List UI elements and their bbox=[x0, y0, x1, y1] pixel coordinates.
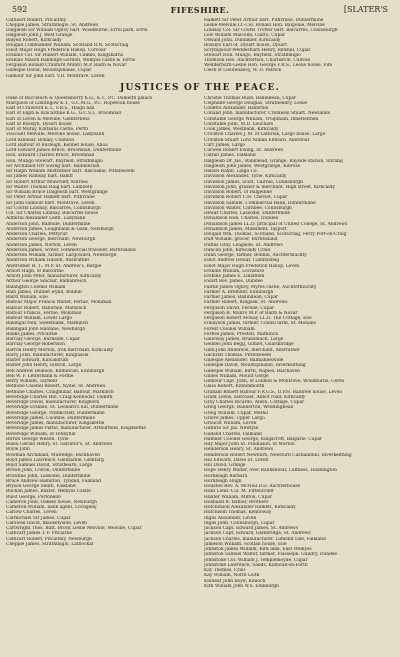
list-item: Baird William, Elie bbox=[6, 295, 48, 301]
list-item: Graham Robert Balfour F.R.G.S., D.P.H. Baldrew house, Leven bbox=[204, 389, 343, 395]
list-item: Ferguson David, Ferniie, Cupar bbox=[204, 305, 275, 311]
list-item: Dalgleish John J. West Grange bbox=[6, 33, 73, 39]
list-item: Erskine William, Lochshire bbox=[204, 268, 265, 274]
list-item: Hon. Mungo Stewart, Bayfield, Strathmiglo bbox=[6, 158, 103, 164]
list-item: Anderson William Halson, Anstruther bbox=[6, 258, 90, 264]
list-item: Boyd Samuel David, Strathearn, Largo bbox=[6, 463, 93, 469]
list-item: Ferguson Ronald Craufurd Munro M.P. Raith & Novar bbox=[6, 63, 127, 69]
list-item: Cathcart James T. F. Pitcairlie bbox=[6, 531, 73, 537]
list-item: Duke of Buccleuch & Queensberry K.G., K.T., P.C. Dalkeith palace bbox=[6, 95, 153, 101]
list-item: Kay William, North Leith bbox=[204, 573, 260, 579]
list-item: Donaldson James, Mansfield, Tayport bbox=[204, 226, 287, 232]
list-item: Beveridge David, manufacturer, Kinghorn bbox=[6, 400, 100, 406]
list-item: Arnott Hugh, of Balcormo bbox=[6, 268, 64, 274]
list-item: Farmer A. Bremner, Edinburgh bbox=[204, 289, 274, 295]
list-item: Boyd James Lawrence, Glentarkie, Glenfarg bbox=[6, 457, 104, 463]
list-item: Davidson John, grazier & merchant, High street, Kirkcaldy bbox=[204, 184, 335, 190]
list-item: Constable George William, Troquhain, Innerleithen bbox=[204, 116, 319, 122]
list-item: Grant Lewis, saltcoast, Abbot road, Kirkcaldy bbox=[204, 394, 306, 400]
list-item: Cartwright Thos. Butt, Brock Leslie Melville, Melville, Cupar bbox=[6, 526, 142, 532]
list-item: Johnston Samuel Walter, farmer, Flassiepe, Guildry, Dundee bbox=[204, 552, 338, 558]
list-item: Gray Charles Ricardo, Alwin, Cottage, Cupar bbox=[204, 400, 305, 406]
list-item: Johnstone Lawrence, Sands, Kinnoull-on-Forth bbox=[204, 562, 308, 568]
list-item: Banks James, Pitcairlie bbox=[6, 331, 58, 337]
list-item: Thomson Geo. Auchtertool, Charleston, Culross bbox=[204, 58, 311, 64]
list-item: Barry John, manufacturer, Kinglassie bbox=[6, 352, 89, 358]
list-item: Groucot William, Leven bbox=[204, 421, 257, 427]
list-item: Farmer James, Ballindean, Cupar bbox=[204, 295, 279, 301]
list-item: Balyell Robert, Kirkcaldy bbox=[6, 38, 62, 44]
list-item: Curr James, Largo bbox=[204, 142, 246, 148]
list-item: Brownlie John, Lassodie, Dunfermline bbox=[6, 473, 91, 479]
list-item: Chepple James, Strathmiglo, St. Andrews bbox=[6, 23, 99, 29]
list-item: Jameson William, Scotlan house, Elie bbox=[204, 541, 287, 547]
list-item: Davidson Samuel, Commercial Bank, Dunfermline bbox=[204, 200, 316, 206]
list-item: Erskine Mason Randolph Gordon, Wemyss castle & Torrie bbox=[6, 58, 136, 64]
list-item: Low William Malcolm, Clatto, Cupar bbox=[204, 33, 285, 39]
list-item: Buist George, Portobello bbox=[6, 494, 61, 500]
list-item: Erskine Col. Sir Hubert William, Cambo, Kingsbarns bbox=[6, 53, 124, 59]
list-item: Earl of Elgin & Kincardine K.G., G.C.S.I., Broomhall bbox=[6, 111, 122, 117]
list-item: Hutchison Thomas, Kennoway bbox=[204, 510, 272, 516]
list-item: Erskine James E. Linlathen bbox=[204, 274, 265, 280]
list-item: Gulland Charles, Falkland bbox=[204, 431, 262, 437]
list-item: Beveridge George, Pittencrieff, Dunfermline bbox=[6, 410, 105, 416]
list-item: Marquess of Linlithgow K.T., G.C.M.G., P.C. Hopetoun house bbox=[6, 100, 141, 106]
list-item: Hamner Colonel George, Kingscroft, Balgarie, Cupar bbox=[204, 436, 323, 442]
list-item: Finlayson James, farmer, Colinsl farm, St. Monans bbox=[204, 321, 316, 327]
list-item: Barclay George Robertson bbox=[6, 342, 65, 348]
list-item: Grieve James, Upper Largo bbox=[204, 415, 265, 421]
list-item: Kirk William John W.S. Edinburgh bbox=[204, 583, 279, 589]
list-item: Barron Henry Morton, iron merchant, Kirkcaldy bbox=[6, 347, 114, 353]
list-item: Balfour Major Francis Walter, Fernie, Monimail bbox=[6, 300, 112, 306]
list-item: Hornbeigh Hugh bbox=[204, 478, 242, 484]
list-item: Carswell David, Blacketyside, Leven bbox=[6, 520, 88, 526]
list-item: Bruce Andrew Hamilton, Tyndall, Falkland bbox=[6, 478, 102, 484]
list-item: Anderson Charles, Pettycur bbox=[6, 232, 68, 238]
page-header bbox=[6, 4, 394, 16]
list-item: Anderson John, Balmule, Dunfermline bbox=[6, 221, 91, 227]
list-item: Wedderburn-Leslie Hon. George F.R.S., Leslie house, Fife bbox=[204, 63, 333, 69]
list-item: Bell Andrew Beatson, Kilduncan, Edinburgh bbox=[6, 368, 105, 374]
list-item: Farmer Robert, Kingask, St. Andrews bbox=[204, 300, 288, 306]
list-item: Hope Henry Walter, over Rankeillour, Luffness, Haddington bbox=[204, 468, 337, 474]
list-item: Dalgleish Sir William Ogilvy bart. Woodburne, Errol park, Errol bbox=[6, 28, 148, 34]
list-item: Sir Archibald Orr Ewing bart. Ballikinrain bbox=[6, 163, 100, 169]
list-item: Gillespie Alexander, Balmanieswide bbox=[204, 358, 284, 364]
list-item: Hon. Edward Charles Bruce, Broomhall bbox=[6, 153, 95, 159]
list-item: Anstruther H. T., M.P. St. Andrew's, Bargie bbox=[6, 263, 102, 269]
list-item: Anderson James, Loughbank & Gask, Newburgh bbox=[6, 226, 114, 232]
list-item: Beveridge James, manufacturer, Kingskettle bbox=[6, 421, 105, 427]
list-item: Earl of Rosslyn, Dysart house bbox=[6, 121, 72, 127]
list-item: Dalziel Ralph, Lingo Co. bbox=[204, 169, 258, 175]
list-item: Sir Walter Thomas Haig bart. Lambeth bbox=[6, 184, 93, 190]
list-item: Cameron John, Oakele house, Newburgh bbox=[6, 499, 97, 505]
list-item: Catheart Robert, Pitcaithly bbox=[6, 18, 67, 23]
list-item: Husband R. farmer, Brothers bbox=[204, 499, 269, 505]
list-item: Hay Major John St. Findlason, of Morton bbox=[204, 442, 295, 448]
list-item: Geddes John Begg, Gimlet, Guardbridge bbox=[204, 342, 294, 348]
list-item: Henderson Robert Newburn, Newburn Castlandhill, Inverkeithing bbox=[204, 452, 352, 458]
list-item: Gillespie William, Birth, Naples, Balchaven bbox=[204, 368, 300, 374]
list-item: Hunter William, Milton, Cupar bbox=[204, 494, 273, 500]
list-item: Rosslyn Earl of, Dysart house, Dysart bbox=[204, 43, 287, 49]
list-item: Balfour Robert, Balbirnie, Markinch bbox=[6, 305, 87, 311]
list-item: Dougall Commander William, Scotland R.N. Scotscraig bbox=[6, 43, 129, 49]
list-item: Fairlie James Ogilvy, Myres castle, Auchtermuchty bbox=[204, 284, 317, 290]
list-item: Donaldson James LL.D. principal of United College, St. Andrews bbox=[204, 221, 348, 227]
list-item: Hill David, Grange bbox=[204, 463, 246, 469]
list-item: Collette Alexander, Balbirnie bbox=[204, 106, 269, 112]
list-item: Anderson George, merchant, Newburgh bbox=[6, 237, 96, 243]
list-item: Carlow Charles, Leven bbox=[6, 510, 57, 516]
list-item: Greig George, Bannerton, Weddingbean bbox=[204, 405, 294, 411]
list-item: Ferguson Robert McKay LL.D. The Cottage, Elie bbox=[204, 316, 312, 322]
list-item: Halkett Sir Peter Arthur bart. Pitfirrane, Dunfermline bbox=[204, 18, 324, 23]
list-item: Davidson James, Scott, Cairnie, Colinsburgh bbox=[204, 179, 303, 185]
list-item: Ewart Rev. James, Dundee bbox=[204, 279, 263, 285]
directory-label: [SLATER'S bbox=[343, 5, 388, 14]
list-item: Earl of Crawford K.T., F.R.S., Haigh hall bbox=[6, 106, 95, 112]
list-item: Davidson Robert C.H. Cheviot, Cupar bbox=[204, 195, 288, 201]
list-item: Beveridge James Pattie, manufacturer, Arthurfield, Kingskettle bbox=[6, 426, 147, 432]
list-item: Kay Thomas, Crail bbox=[204, 568, 245, 574]
list-item: Johnston James William, Kirk lane, East Wemyss bbox=[204, 547, 312, 553]
list-item: Ferguson R. Munro M.P. of Raith & Novar bbox=[204, 310, 298, 316]
list-item: Birrell George Wilson, Tyrie bbox=[6, 436, 69, 442]
list-item: Elliot Major Hugh Frederick Hislop, Leven bbox=[204, 263, 300, 269]
list-item: Cameron William, bank agent, Lochgelly bbox=[6, 505, 97, 511]
list-item: Hill Edward, Davie St. Leven bbox=[204, 457, 269, 463]
list-item: Henderson Henry, St. Andrews bbox=[204, 447, 274, 453]
list-item: Chepple James, Strathmiglo, Lathockar bbox=[6, 541, 94, 547]
list-item: Baxter Edward, Kincaldrum bbox=[6, 358, 69, 364]
list-item: Crichton-Stuart Lord Ninian Edward, Aberdour bbox=[204, 137, 310, 143]
list-item: Gibb John Anderson, merchant, Anstruther bbox=[204, 347, 300, 353]
list-item: Stewart Hon. Mungo, Bayfield, Strathmiglo bbox=[204, 53, 301, 59]
list-item: Dunn George, farmer, Bonhill, Auchtermuchty bbox=[204, 253, 307, 259]
list-item: Gillespie David, Mountquhanie, Inverkeithing bbox=[204, 363, 306, 369]
list-item: Carmichael Sir James, Cupar bbox=[6, 515, 71, 521]
list-item: Bryson George Smith, Falkland bbox=[6, 484, 76, 490]
justices-column-left bbox=[6, 96, 196, 590]
list-item: Bell W. F. Letterbank & Fordie bbox=[6, 373, 74, 379]
list-item: Jackson Capt. Edward James, St. Andrews bbox=[204, 526, 298, 532]
list-item: Dalgleish Dr. Jas., Bankhead, Grange, Bayside station, Stirling bbox=[204, 158, 343, 164]
list-item: Bowman Archibald, Muiredge, Buckhaven bbox=[6, 452, 100, 458]
list-item: Duffus Gray, Leagside, St. Andrews bbox=[204, 242, 283, 248]
list-item: Anderson James, writer, commercial traveller, Burntisland bbox=[6, 247, 136, 253]
list-item: Davidson Alexander, Tyrie, Kirkcaldy bbox=[204, 174, 287, 180]
list-item: Ballingall John Haldane, Newburgh bbox=[6, 326, 86, 332]
list-item: Balfour Francis, Fernie, Monimail bbox=[6, 310, 82, 316]
list-item: Forbes James, Preston, Markinch bbox=[204, 331, 279, 337]
list-item: Admiral Alexander Leith, Ladybank bbox=[6, 216, 86, 222]
lieutenancy-list bbox=[6, 18, 394, 79]
list-item: Lindsay Col. Sir Coutts Trotter bart. Balcarres, Colinsburgh bbox=[204, 28, 338, 34]
list-item: Babington Colonel William bbox=[6, 284, 66, 290]
list-item: Boyle John bbox=[6, 447, 30, 453]
list-item: Dalgleish John James, Westgrange, Kinross bbox=[204, 163, 300, 169]
list-item: Conand John, manufacturer, Cromwell Stuart, Newlands bbox=[204, 111, 330, 117]
list-item: Clerk of Lieutenancy, W. D. Patrick bbox=[204, 68, 282, 74]
list-item: Gillespie David, Mountquhanie, Cupar bbox=[6, 68, 92, 74]
list-item: Gilchrist Thomas, Pittenweem bbox=[204, 352, 272, 358]
list-item: Beveridge William, of Tennyhill bbox=[6, 431, 76, 437]
list-item: Arnott John Peter, manufacturer, Kirkcaldy bbox=[6, 274, 102, 280]
list-item: Hunt Lieut.-Col. M. Pittencrieff bbox=[204, 489, 274, 495]
list-item: Jackson Charles, manufacturer, Lomond vale, Falkland bbox=[204, 536, 326, 542]
list-item: Lord Balfour of Burleigh, Kennet house, Alloa bbox=[6, 142, 108, 148]
list-item: Lord Edward James Bruce, Broomhall, Dunfermline bbox=[6, 148, 122, 154]
list-item: Beveridge Erskine, St. Leonard's hill, Dunfermline bbox=[6, 405, 119, 411]
list-item: Brown John, Colton, Dunfermline bbox=[6, 468, 81, 474]
list-item: Sir James Ramsay bart. Bamff bbox=[6, 174, 73, 180]
list-item: Beveridge James, Coombe, Dunfermline bbox=[6, 415, 96, 421]
list-item: Cathcart Robert, Pitcaithly, Newburgh bbox=[6, 536, 92, 542]
list-item: Davidson Robert, of Balgeddie bbox=[204, 190, 272, 196]
list-item: Gillies William, Mount Gorge bbox=[204, 373, 269, 379]
lieutenancy-column-right bbox=[204, 18, 394, 79]
list-item: Davidson Walter, Carnbee, Colinsburgh bbox=[204, 205, 292, 211]
list-item: Christie Thomas Bush, Ballindean, Cupar bbox=[204, 95, 297, 101]
list-item: Galloway James, Brunsmuch, Largo bbox=[204, 337, 284, 343]
list-item: Curwen Robert Ewing, St. Andrews bbox=[204, 148, 284, 154]
list-item: Balfour William, Lower Largo bbox=[6, 316, 72, 322]
list-item: Dewar Charles, Lassodie, Dunfermline bbox=[204, 211, 291, 217]
list-item: Inglis Alexander, Leven bbox=[204, 515, 257, 521]
list-item: Gilmour Sir John bart. V.D. Montrave, Leven bbox=[6, 73, 105, 79]
list-item: Berry William, Tayfield bbox=[6, 379, 57, 385]
list-item: Cuthill James, Falkland bbox=[204, 153, 256, 159]
list-item: Sir Robert Arthur Moncrieff, Kinross bbox=[6, 179, 88, 185]
list-item: Elliot Major Hugh Frederick Hislop, Corvoar bbox=[6, 48, 106, 54]
list-item: Oswald John, Dunnikier, Kirkcaldy bbox=[204, 38, 281, 44]
list-item: Sir William Bruce Dalgleish bart. Westgrange bbox=[6, 190, 108, 196]
list-item: Arthur George Sinclair, Balnabreich bbox=[6, 279, 87, 285]
list-item: Johnstone Col. William J. Templemoyne, Cupar bbox=[204, 557, 308, 563]
justices-column-right bbox=[204, 96, 394, 590]
list-item: Buchan James, Baxter, Wemyss Castle bbox=[6, 489, 91, 495]
list-item: Barclay George, Burnside, Cupar bbox=[6, 337, 80, 343]
justices-list bbox=[6, 96, 394, 590]
list-item: Duff William, grocer, Burntisland bbox=[204, 237, 278, 243]
list-item: Col. Sir Charles Lindsay, Balcarres house bbox=[6, 211, 99, 217]
page-number: 592 bbox=[12, 5, 28, 14]
list-item: Anderson William, farmer, Largoward, Newburgh bbox=[6, 253, 117, 259]
list-item: Bain James, Dunnet wynd, Bonhill bbox=[6, 289, 82, 295]
list-item: Forest Colonel William bbox=[204, 326, 255, 332]
list-item: Gilmour Capt. John, of London & Montrave, Woodburne, Ceres bbox=[204, 379, 345, 385]
list-item: Greig William, Cupar, Methil bbox=[204, 410, 268, 416]
list-item: Bethune Colonel Robert, Nydie, St. Andrews bbox=[6, 384, 106, 390]
list-item: Leslie-Melville Lt.-Col. Ronald Hon. Balgonie, Melville bbox=[204, 23, 325, 29]
list-item: Dougall Wm. Thomas, Scotland, Scotscraig, Ferry Port-on-Craig bbox=[204, 232, 347, 238]
lieutenancy-column-left bbox=[6, 18, 196, 79]
list-item: Donaldson Hon. Charles, Dundee bbox=[204, 216, 279, 222]
list-item: Bethune Charles, Craigmillar, Balfour, Markinch bbox=[6, 389, 114, 395]
list-item: Anderson James, Norton, Leven bbox=[6, 242, 77, 248]
page-title: FIFESHIRE. bbox=[170, 5, 230, 15]
list-item: Crichton Charles J. M. of Lathrisk, Largo house, Largo bbox=[204, 132, 326, 138]
list-item: Cook James, Westbank, Kirkcaldy bbox=[204, 127, 279, 133]
list-item: Elliot Andrew Dewar, Cambusbeg bbox=[204, 258, 280, 264]
list-item: Beveridge Charles Hill, Craig Kennedar, Falkirk bbox=[6, 394, 113, 400]
list-item: Sir John Gilmour bart. Montrave, Leven bbox=[6, 200, 95, 206]
list-item: Lord Kinnear, Bonaly, Colinton bbox=[6, 137, 75, 143]
list-item: Earl of Moray, Kinfauns castle, Perth bbox=[6, 127, 88, 133]
list-item: Inglis John, Colinsburgh, Cupar bbox=[204, 520, 275, 526]
list-item: Earl of Leven & Melville, Glenferness bbox=[6, 116, 90, 122]
list-item: Blaeu Gerald Henry, St. Salvator's, St. Andrews bbox=[6, 442, 113, 448]
list-item: Houston Rev. A. McNeil D.D. Auchterhouse bbox=[204, 484, 301, 490]
list-item: Ballingal Neil, Sweetbank, Markinch bbox=[6, 321, 88, 327]
list-item: Duncan John, Kirkcaldy Craill bbox=[204, 247, 271, 253]
list-item: Sir Ralph William Anstruther bart. Balcaskie, Pittenweem bbox=[6, 169, 135, 175]
list-item: Clephane George Douglas, Strathendry, Leslie bbox=[204, 100, 308, 106]
list-item: Guthrie Sir Jas. Newtyle bbox=[204, 426, 259, 432]
list-item: Sir Peter Arthur Halkett bart. Pitfirrane bbox=[6, 195, 95, 201]
list-item: Baxter John Henry, Gilston, Largo bbox=[6, 363, 82, 369]
list-item: Scrymgeour-Wedderburn Henry, Birkhill, Cupar bbox=[204, 48, 311, 54]
list-item: Jackson Capt. Edward, Glenbridge, St. Andrews bbox=[204, 531, 311, 537]
list-item: Hutchinson Alexander Halkett, Kirkcaldy bbox=[204, 505, 296, 511]
list-item: Kinnear John Boyd, Kinloch bbox=[204, 578, 266, 584]
section-title: JUSTICES OF THE PEACE. bbox=[120, 82, 280, 93]
list-item: Hornbeigh Barbara bbox=[204, 473, 248, 479]
list-item: Glass Robert, Kinninmonth bbox=[204, 384, 265, 390]
list-item: Constable John, M.D. Leuchars bbox=[204, 121, 274, 127]
list-item: Viscount Melville, Melville house, Ladybank bbox=[6, 132, 105, 138]
list-item: Sir Coutts Lindsay, Balcarres, Colinsburgh bbox=[6, 205, 101, 211]
